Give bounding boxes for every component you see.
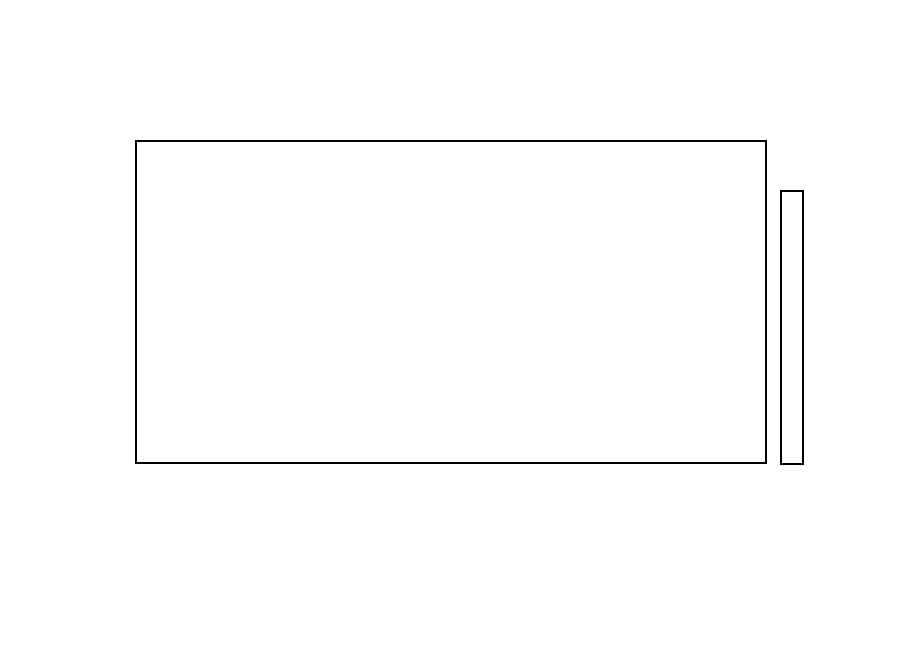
y-axis-title bbox=[79, 137, 103, 457]
plot-area bbox=[135, 140, 767, 464]
colorbar bbox=[780, 190, 804, 465]
